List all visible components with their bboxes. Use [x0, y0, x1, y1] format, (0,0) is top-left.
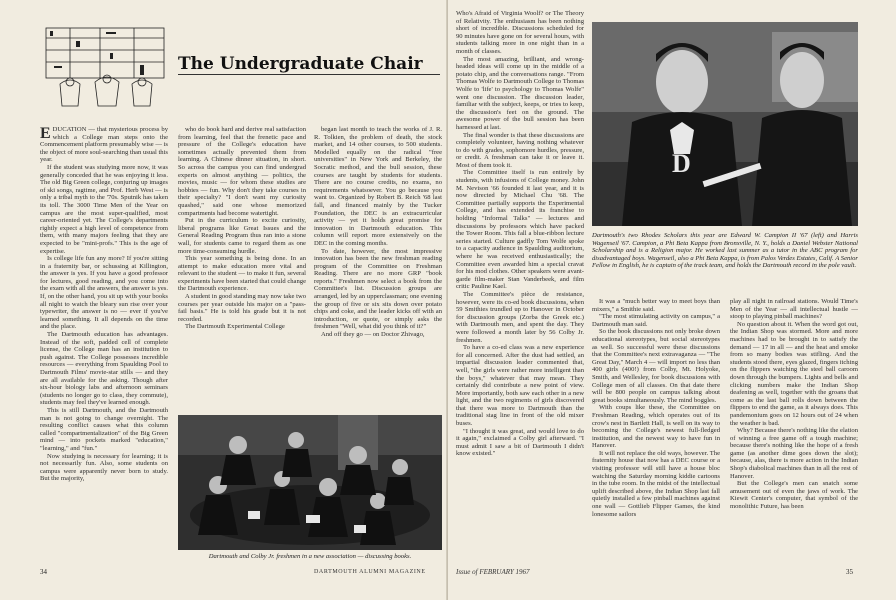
left-column-2	[178, 126, 306, 414]
right-column-3	[730, 298, 858, 562]
paragraph: Who's Afraid of Virginia Woolf? or The Theory of Relativity. The enthusiasm has been nothing short of incredible. Discussions scheduled for 90 minutes have gone on for several hours, with students talking more in one night than in a month of classes.	[456, 10, 584, 55]
paragraph: "The most stimulating activity on campus," a Dartmouth man said.	[592, 313, 720, 328]
paragraph: "I thought it was great, and would love to do it again," exclaimed a Colby girl afterward. "I must admit I saw a bit of Dartmouth I didn't know existed."	[456, 427, 584, 458]
paragraph: And off they go — on Doctor Zhivago,	[321, 331, 425, 339]
paragraph: The final wonder is that these discussions are completely volunteer, having nothing whatever to do with grades, sophomore hurdles, pressure, or credit. A freshman can take it or leave it. Most of them took it.	[456, 131, 584, 169]
running-head: DARTMOUTH ALUMNI MAGAZINE	[314, 569, 426, 575]
paragraph: Is college life fun any more? If you're sitting in a fraternity bar, or schussing at Killington, the answer is yes. If you have a good professor for lectures, good reading, and you come into the exam with all the answers, the answer is yes. If, on the other hand, you sit up with your books all night to watch the bleary sun rise over your typewriter, the answer is no — ever if you've learned something. It all depends on the time and the place.	[40, 255, 168, 331]
paragraph: The Committee's pièce de resistance, however, were its co-ed book discussions, when 59 Smithies trundled up to Hanover in October for discussion groups (Zorba the Greek etc.) with Dartmouth men, and spent the day. They were followed a month later by 56 Colby Jr. freshmen.	[456, 290, 584, 344]
right-page	[448, 0, 896, 600]
paragraph: If the student was studying more now, it was generally conceded that he was enjoying it less. The old Big Green college, conjuring up images of ski songs, ragtime, and Prof. Herb West — is only a tribal myth to the '70s. Sputnik has taken its toll. The 3000 Time Men of the Year on campus are the most super-qualified, most career-oriented yet. The College's departments rightly expect a high level of competence from them, with many majors feeling that they are expected to be "mini-profs." This is the age of expertise.	[40, 163, 168, 255]
paragraph: The most amazing, brilliant, and wrong-headed ideas will come up in the middle of a potato chip, and the conversations range. "From Thomas Wolfe to Dartmouth College to Thomas Wolfe to 'life' to psychology to Thomas Wolfe" went one discussion. The discussion leader, familiar with the subject, keeps, or tries to keep, the discussion's feet on the ground. The awesome power of the bull session has been harnessed at last.	[456, 55, 584, 131]
title-rule	[178, 74, 440, 75]
paragraph: Put in the curriculum to excite curiosity, liberal programs like Great Issues and the General Reading Program thus ran into a stone wall, for students came to regard them as one more time-consuming hurdle.	[178, 217, 306, 255]
svg-text:D: D	[672, 149, 691, 178]
paragraph: This is still Dartmouth, and the Dartmouth man is not going to change overnight. The resulting conflict causes what this column called "compartmentalization" of the Big Green mind — into pockets marked "education," "learning," and "fun."	[40, 406, 168, 452]
paragraph: To date, however, the most impressive innovation has been the new freshman reading program of the Committee on Freshman Reading. There are no more GRP "book reports." Freshmen now select a book from the Committee's list. Discussion groups are arranged, led by an upperclassman; one evening the group of five or six sits down over potato chips and coke, and the leader kicks off with an introduction, or quote, or simply asks the freshmen "Well, what did you think of it?"	[314, 247, 442, 331]
paragraph: To have a co-ed class was a new experience for all concerned. After the dust had settled, an impartial discussion leader commented that, well, "the girls were rather more intelligent than the boys," whatever that may mean. They certainly did contribute a new point of view. More importantly, both saw each other in a new light, and the two regiments of girls discovered that there was more to Dartmouth than the traditional stag line in front of the old mixer buses.	[456, 344, 584, 428]
paragraph: No question about it. When the word got out, the Indian Shop was stormed. More and more machines had to be brought in to satisfy the demand — 17 in all — and the heat and smoke from so many bodies was stifling. And the students stood there, eyes glazed, fingers itching on the flippers watching the steel ball caroom down through the bumpers. Lights and bells and clicking numbers make the Indian Shop deafening as well, together with the groans that come as the last ball rolls down between the flippers to end the game, as it always does. This pandemonium goes on 12 hours out of 24 when the weather is bad.	[730, 320, 858, 427]
paragraph: play all night in railroad stations. Would Time's Men of the Year — all intellectual hustle — stoop to playing pinball machines?	[730, 298, 858, 321]
left-column-3	[314, 126, 442, 414]
right-column-2	[592, 298, 720, 562]
students-discussion-photo	[178, 415, 442, 550]
paragraph: A student in good standing may now take two courses per year outside his major on a "pass-fail basis." He is told his grade but it is not recorded.	[178, 293, 306, 323]
paragraph: It was a "much better way to meet boys than mixers," a Smithie said.	[592, 298, 720, 313]
right-page-number: 35	[846, 568, 853, 576]
paragraph: With coups like these, the Committee on Freshman Reading, which operates out of its crow's nest in Bartlett Hall, is well on its way to becoming the College's newest full-fledged institution, and the newest way to have fun in Hanover.	[592, 404, 720, 450]
left-column-1	[40, 126, 168, 558]
paragraph: It will not replace the old ways, however. The fraternity house that now has a DEC course or a visiting professor will still have a house bloc watching the Saturday morning kiddie cartoons in the tube room. In the midst of the intellectual uplift described above, the Indian Shop last fall quietly installed a few pinball machines against one wall — Gottlieb Flipper Games, the kind lonesome sailors	[592, 449, 720, 518]
rhodes-scholars-photo	[592, 22, 858, 226]
left-page-number: 34	[40, 568, 47, 576]
paragraph: The Committee itself is run entirely by students, with infusions of College money. John M. Nevison '66 founded it last year, and it is now directed by Michael Chu '68. The Committee partially supports the Experimental College, and has extended its franchise to holding "Informal Talks" — lectures and discussions by professors which have packed the Tower Room. This fall a blue-ribbon lecture series started. Culture gadfly Tom Wolfe spoke to a capacity audience in Spaulding auditorium, where he was received enthusiastically; the Committee even awarded him a special cravat for his mod clothes. Other speakers were avant-garde film-maker Stan Vanderbeek, and film critic Pauline Kael.	[456, 169, 584, 291]
paragraph	[40, 126, 168, 164]
paragraph: Why? Because there's nothing like the elation of winning a free game off a tough machine; because there's nothing like the hope of a fresh game (as another dime goes down the slot); because, alas, there is more action in the Indian Shop's diabolical machines than in all the rest of Hanover.	[730, 427, 858, 480]
paragraph-text: DUCATION — that mysterious process by which a College man steps onto the Commencement platform presumably wise — is the object of more soul-searching than usual this year.	[40, 126, 168, 164]
paragraph: The Dartmouth education has advantages. Instead of the soft, padded cell of complete license, the College man has an institution to push against. The College possesses incredible resources — everything from Spaulding Pool to Dartmouth Films' movie-star stills — and they are all available for the asking. Though after six-hour biology labs and afternoon seminars (students no longer go to class, they commute), students may feel they've learned enough.	[40, 331, 168, 407]
article-title: The Undergraduate Chair	[178, 54, 423, 74]
drop-cap: E	[40, 126, 51, 142]
right-photo-caption: Dartmouth's two Rhodes Scholars this year are Edward W. Campion II '67 (left) and Harris Wagenseil '67. Campion, a Phi Beta Kappa from Bronxville, N. Y., holds a Daniel Webster National Scholarship and is a Religion major. He worked last summer as a tutor in the ABC program for disadvantaged boys. Wagenseil, also a Phi Beta Kappa, is from Palos Verdes Estates, Calif. A Senior Fellow in English, he is captain of the track team, and holds the Dartmouth record in the pole vault.	[592, 232, 858, 270]
issue-line: Issue of FEBRUARY 1967	[456, 568, 530, 576]
left-photo-caption: Dartmouth and Colby Jr. freshmen in a new association — discussing books.	[208, 553, 412, 560]
paragraph: So the book discussions not only broke down educational stereotypes, but social stereotypes as well. So successful were these discussions that the Committee's next extravaganza — "The Great Day," March 4 — will import no less than 400 girls (400!) from Colby, Mt. Holyoke, Smith, and Wellesley, for book discussions with College men of all classes. On that date there will be 800 people on campus talking about great books simultaneously. The mind boggles.	[592, 328, 720, 404]
paragraph: The Dartmouth Experimental College	[185, 323, 285, 331]
column-header-illustration	[40, 24, 170, 110]
paragraph: Now studying is necessary for learning; it is not necessarily fun. Also, some students on campus were apparently never born to study. But the majority,	[40, 452, 168, 483]
paragraph: But the College's men can snatch some amusement out of even the jaws of work. The Kiewit Center's computer, that symbol of the monolithic Future, has been	[730, 480, 858, 511]
paragraph: This year something is being done. In an attempt to make education more vital and relevant to the student — to make it fun, several experiments have been started that could change the Dartmouth experience.	[178, 255, 306, 293]
right-column-1	[456, 10, 584, 562]
paragraph: began last month to teach the works of J. R. R. Tolkien, the problem of death, the stock market, and 14 other courses, to 500 students. Modelled equally on the radical "free universities" in New York and Berkeley, the Socratic method, and the bull session, these courses are taught by students for students. There are no course credits, no exams, no requirements whatsoever. You go because you want to. Organized by Robert B. Reich '68 last fall, and financed mainly by the Tucker Foundation, the DEC is an extracurricular activity — yet it holds great promise for innovation in Dartmouth education. This column will report more extensively on the DEC in the coming months.	[314, 126, 442, 247]
paragraph: who do book hard and derive real satisfaction from learning, feel that the frenetic pace and pressure of the College's education have sometimes actually prevented them from learning. A Chinese dinner situation, in short. So across the campus you can find undergrad experts on almost anything — politics, the movies, music — for whom these studies are hobbies — fun. Why don't they take courses in their specialty? "I don't want my curiosity quashed," said one whose memorized compartments had become watertight.	[178, 126, 306, 217]
